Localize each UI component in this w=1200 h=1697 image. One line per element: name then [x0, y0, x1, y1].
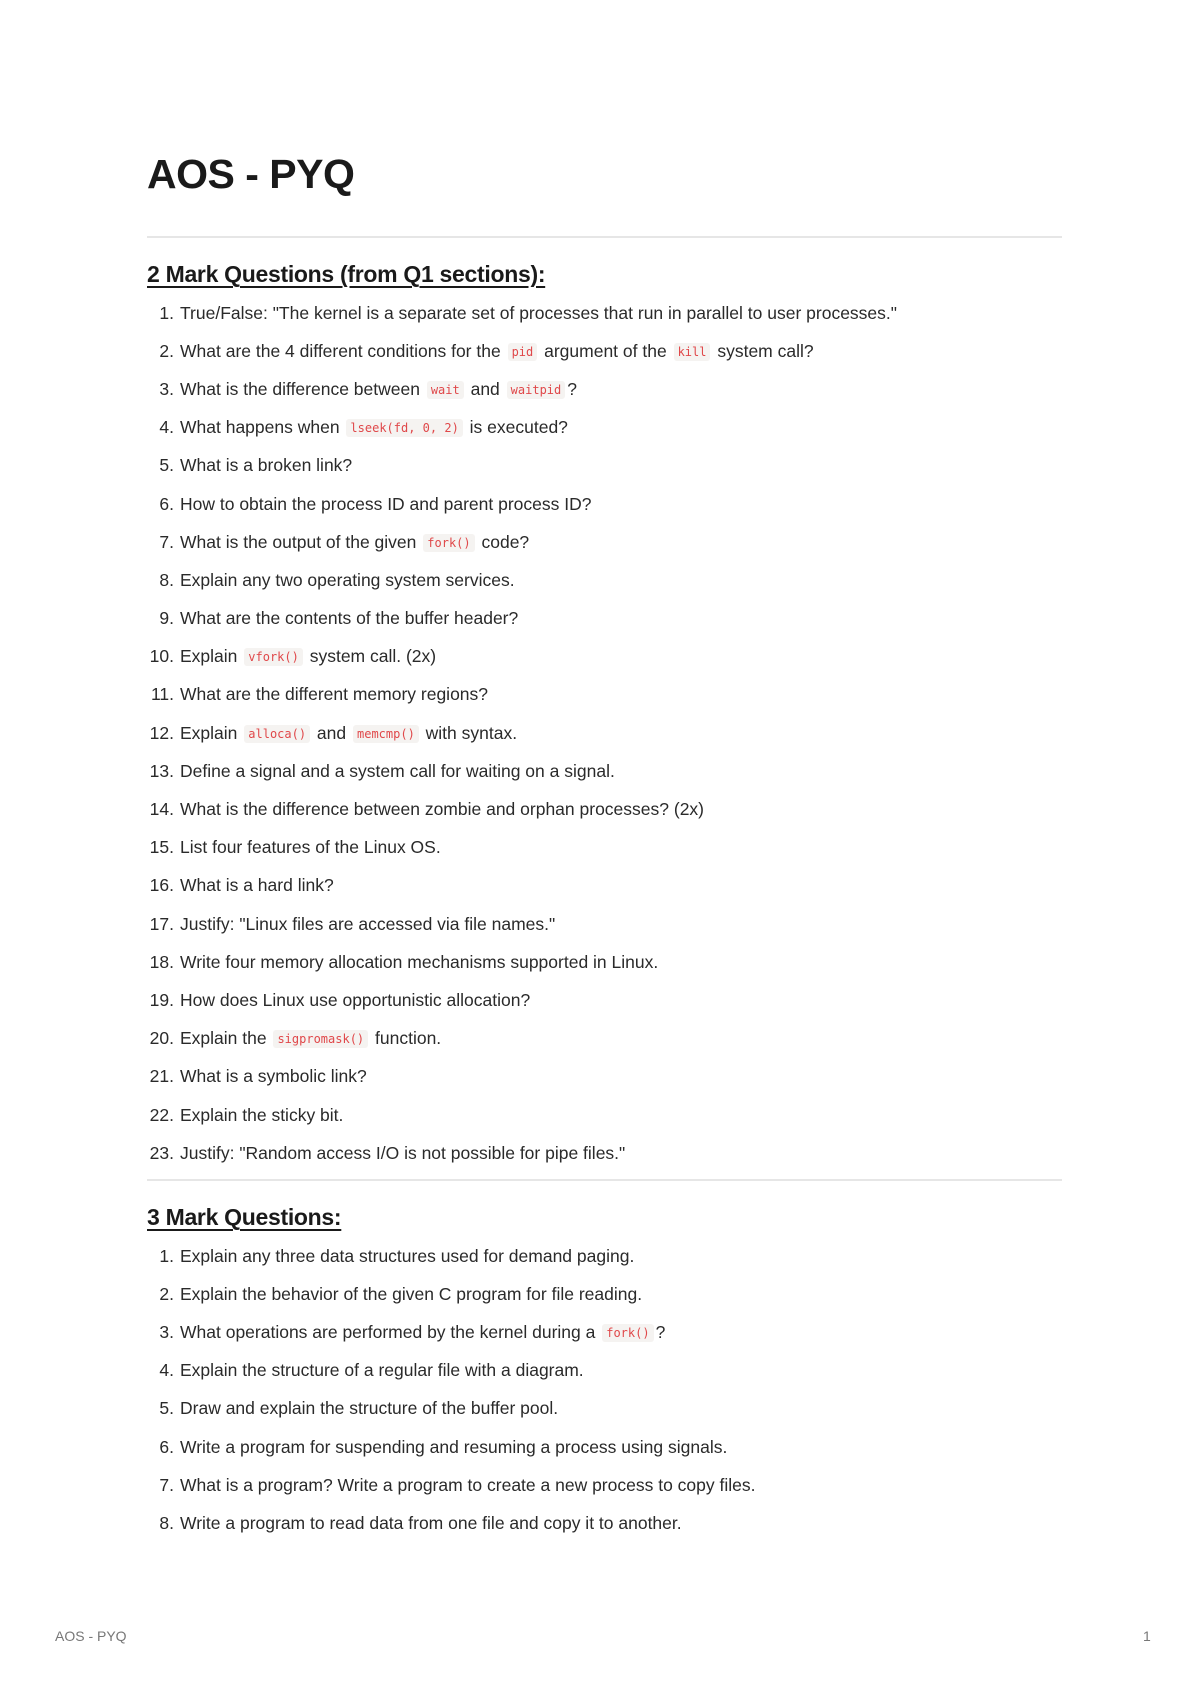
question-text-segment: Explain: [180, 722, 243, 743]
question-text-segment: Explain any two operating system services.: [180, 569, 515, 590]
question-text-segment: Justify: "Linux files are accessed via file names.": [180, 913, 556, 934]
list-item-number: 6.: [159, 493, 174, 514]
inline-code: alloca(): [244, 725, 310, 743]
inline-code: pid: [508, 343, 538, 361]
question-text: [180, 1028, 441, 1049]
question-text-segment: argument of the: [539, 340, 672, 361]
inline-code: kill: [674, 343, 711, 361]
list-item: [147, 1466, 1062, 1504]
list-item: [147, 294, 1062, 332]
list-item-number: 8.: [159, 569, 174, 590]
question-text: [180, 684, 488, 705]
question-text-segment: and: [465, 378, 505, 399]
question-text-segment: What is a hard link?: [180, 875, 334, 896]
footer-page-number: 1: [1143, 1628, 1151, 1644]
inline-code: lseek(fd, 0, 2): [346, 419, 462, 437]
list-item-number: 2.: [159, 340, 174, 361]
list-item-number: 4.: [159, 417, 174, 438]
question-text-segment: Draw and explain the structure of the buffer pool.: [180, 1398, 559, 1419]
question-text-segment: Justify: "Random access I/O is not possible for pipe files.": [180, 1142, 626, 1163]
list-item-number: 2.: [159, 1283, 174, 1304]
list-item: [147, 1275, 1062, 1313]
list-item: [147, 981, 1062, 1019]
section-heading-3-mark: 3 Mark Questions:: [147, 1204, 342, 1230]
question-text-segment: What is a symbolic link?: [180, 1066, 367, 1087]
list-item-number: 17.: [149, 913, 174, 934]
list-item-number: 1.: [159, 302, 174, 323]
question-text: [180, 1246, 634, 1267]
question-text-segment: What happens when: [180, 417, 345, 438]
list-item-number: 5.: [159, 455, 174, 476]
question-text-segment: ?: [655, 1321, 666, 1342]
list-item: [147, 829, 1062, 867]
list-item-number: 14.: [149, 799, 174, 820]
list-item-number: 22.: [149, 1104, 174, 1125]
list-item-number: 10.: [149, 646, 174, 667]
footer-document-title: AOS - PYQ: [55, 1628, 127, 1644]
question-text: [180, 837, 441, 858]
question-text-segment: How to obtain the process ID and parent process ID?: [180, 493, 592, 514]
section-heading-2-mark: 2 Mark Questions (from Q1 sections):: [147, 261, 546, 287]
question-text-segment: Explain the sticky bit.: [180, 1104, 344, 1125]
question-text: [180, 1475, 755, 1496]
list-item: [147, 600, 1062, 638]
question-text-segment: function.: [370, 1028, 442, 1049]
inline-code: sigpromask(): [273, 1030, 368, 1048]
question-text-segment: What is a broken link?: [180, 455, 353, 476]
list-item: [147, 790, 1062, 828]
list-item-number: 6.: [159, 1436, 174, 1457]
question-text: [180, 990, 530, 1011]
question-text: [180, 914, 555, 935]
question-text: [180, 570, 515, 591]
list-item: [147, 714, 1062, 752]
question-text-segment: ?: [567, 378, 577, 399]
list-item-number: 8.: [159, 1512, 174, 1533]
list-item: [147, 1134, 1062, 1172]
list-item: [147, 752, 1062, 790]
question-text-segment: is executed?: [464, 417, 568, 438]
list-item: [147, 1313, 1062, 1351]
question-text-segment: Write four memory allocation mechanisms supported in Linux.: [180, 951, 659, 972]
list-item-number: 12.: [149, 722, 174, 743]
list-item: [147, 1428, 1062, 1466]
list-item: [147, 1237, 1062, 1275]
question-text: [180, 1360, 584, 1381]
question-text-segment: and: [312, 722, 351, 743]
list-item: [147, 867, 1062, 905]
inline-code: fork(): [423, 534, 474, 552]
question-text-segment: List four features of the Linux OS.: [180, 837, 441, 858]
list-item-number: 3.: [159, 1321, 174, 1342]
question-text: [180, 1513, 682, 1534]
list-item-number: 1.: [159, 1245, 174, 1266]
question-text-segment: What are the 4 different conditions for the: [180, 340, 506, 361]
list-item: [147, 905, 1062, 943]
page-title: AOS - PYQ: [147, 151, 355, 197]
list-item: [147, 409, 1062, 447]
list-item-number: 11.: [150, 684, 174, 705]
inline-code: memcmp(): [353, 725, 419, 743]
list-item: [147, 561, 1062, 599]
list-item: [147, 1096, 1062, 1134]
question-text-segment: Explain the: [180, 1028, 272, 1049]
question-text: [180, 1066, 367, 1087]
question-text: [180, 1284, 642, 1305]
question-text-segment: How does Linux use opportunistic allocation?: [180, 989, 531, 1010]
question-list-2-mark: [147, 294, 1062, 1172]
question-text-segment: True/False: "The kernel is a separate set of processes that run in parallel to user processes.": [180, 302, 897, 323]
question-text: [180, 1398, 558, 1419]
question-text-segment: code?: [476, 531, 530, 552]
question-text: [180, 417, 568, 438]
question-text-segment: Write a program for suspending and resuming a process using signals.: [180, 1436, 728, 1457]
question-text-segment: Write a program to read data from one file and copy it to another.: [180, 1512, 682, 1533]
inline-code: vfork(): [244, 648, 303, 666]
question-text-segment: What are the different memory regions?: [180, 684, 489, 705]
list-item-number: 18.: [149, 951, 174, 972]
list-item: [147, 332, 1062, 370]
question-text-segment: system call?: [712, 340, 814, 361]
list-item-number: 5.: [159, 1398, 174, 1419]
list-item: [147, 485, 1062, 523]
list-item-number: 15.: [149, 837, 174, 858]
list-item: [147, 447, 1062, 485]
question-text: [180, 532, 529, 553]
question-text-segment: What are the contents of the buffer header?: [180, 608, 519, 629]
list-item-number: 19.: [149, 989, 174, 1010]
list-item: [147, 523, 1062, 561]
list-item-number: 23.: [149, 1142, 174, 1163]
question-text-segment: Define a signal and a system call for waiting on a signal.: [180, 760, 615, 781]
question-list-3-mark: [147, 1237, 1062, 1543]
section-divider: [147, 1179, 1062, 1181]
list-item-number: 13.: [149, 760, 174, 781]
list-item-number: 3.: [159, 378, 174, 399]
question-text-segment: What operations are performed by the kernel during a: [180, 1321, 601, 1342]
question-text: [180, 646, 436, 667]
list-item-number: 7.: [159, 531, 174, 552]
question-text: [180, 761, 615, 782]
question-text-segment: What is a program? Write a program to create a new process to copy files.: [180, 1474, 756, 1495]
list-item-number: 20.: [149, 1028, 174, 1049]
list-item: [147, 1504, 1062, 1542]
list-item: [147, 370, 1062, 408]
list-item: [147, 1352, 1062, 1390]
question-text-segment: Explain the structure of a regular file with a diagram.: [180, 1360, 584, 1381]
list-item-number: 9.: [159, 608, 174, 629]
inline-code: waitpid: [507, 381, 566, 399]
list-item: [147, 1020, 1062, 1058]
question-text: [180, 1322, 665, 1343]
question-text: [180, 1105, 343, 1126]
list-item-number: 4.: [159, 1360, 174, 1381]
question-text-segment: What is the difference between: [180, 378, 425, 399]
title-divider: [147, 236, 1062, 238]
question-text: [180, 455, 352, 476]
question-text-segment: system call. (2x): [304, 646, 437, 667]
question-text: [180, 379, 577, 400]
question-text: [180, 341, 814, 362]
question-text: [180, 608, 518, 629]
list-item-number: 16.: [149, 875, 174, 896]
question-text: [180, 494, 591, 515]
question-text: [180, 723, 517, 744]
question-text: [180, 799, 704, 820]
question-text: [180, 1143, 625, 1164]
question-text-segment: Explain: [180, 646, 243, 667]
question-text: [180, 1437, 727, 1458]
question-text-segment: Explain the behavior of the given C program for file reading.: [180, 1283, 643, 1304]
question-text: [180, 875, 334, 896]
list-item-number: 21.: [149, 1066, 174, 1087]
inline-code: wait: [427, 381, 464, 399]
list-item: [147, 1058, 1062, 1096]
inline-code: fork(): [602, 1324, 653, 1342]
question-text: [180, 303, 897, 324]
list-item-number: 7.: [159, 1474, 174, 1495]
list-item: [147, 1390, 1062, 1428]
question-text-segment: What is the difference between zombie and orphan processes? (2x): [180, 799, 705, 820]
list-item: [147, 638, 1062, 676]
question-text-segment: with syntax.: [420, 722, 518, 743]
question-text-segment: Explain any three data structures used for demand paging.: [180, 1245, 635, 1266]
list-item: [147, 676, 1062, 714]
list-item: [147, 943, 1062, 981]
question-text-segment: What is the output of the given: [180, 531, 422, 552]
question-text: [180, 952, 658, 973]
